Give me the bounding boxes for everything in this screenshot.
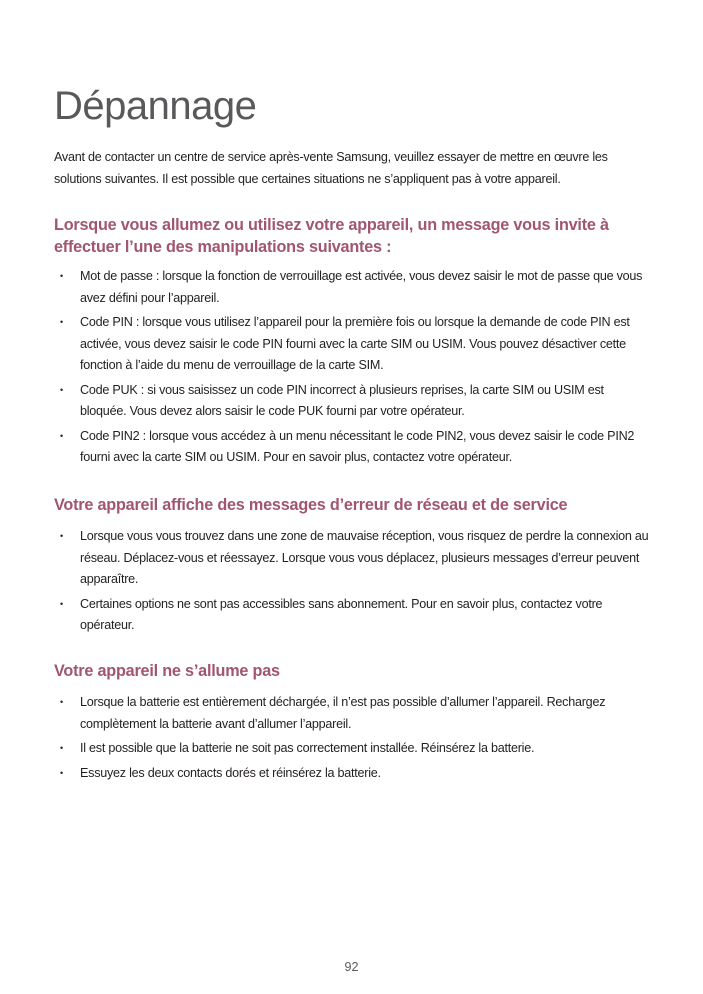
section-network-errors	[54, 494, 652, 640]
bullet-icon: •	[60, 531, 63, 541]
list-item: • Code PUK : si vous saisissez un code PIN incorrect à plusieurs reprises, la carte SIM ou USIM est bloquée. Vous devez alors saisir le code PUK fourni par votre opérateur.	[54, 380, 652, 423]
list-item: • Certaines options ne sont pas accessibles sans abonnement. Pour en savoir plus, contactez votre opérateur.	[54, 594, 652, 637]
page-number: 92	[344, 960, 359, 974]
bullet-icon: •	[60, 317, 63, 327]
bullet-icon: •	[60, 271, 63, 281]
bullet-icon: •	[60, 767, 63, 778]
list-item: • Code PIN2 : lorsque vous accédez à un menu nécessitant le code PIN2, vous devez saisir le code PIN2 fourni avec la carte SIM ou USIM. Pour en savoir plus, contactez votre opérateur.	[54, 426, 652, 469]
intro-paragraph: Avant de contacter un centre de service après-vente Samsung, veuillez essayer de mettre en œuvre les solutions suivantes. Il est possible que certaines situations ne s’appliquent pas à votre appareil.	[54, 150, 608, 186]
bullet-icon: •	[60, 430, 63, 441]
list-item: • Mot de passe : lorsque la fonction de verrouillage est activée, vous devez saisir le mot de passe que vous avez défini pour l’appareil.	[54, 266, 652, 309]
bullet-icon: •	[60, 697, 63, 707]
bullet-icon: •	[60, 598, 63, 609]
list-item: • Lorsque la batterie est entièrement déchargée, il n’est pas possible d’allumer l’appareil. Rechargez complètement la batterie avant d’allumer l’appareil.	[54, 692, 652, 735]
list-item: • Lorsque vous vous trouvez dans une zone de mauvaise réception, vous risquez de perdre la connexion au réseau. Déplacez-vous et réessayez. Lorsque vous vous déplacez, plusieurs messages d’erreur peuvent apparaître.	[54, 526, 652, 591]
bullet-list	[54, 692, 652, 784]
bullet-list	[54, 266, 652, 469]
section-heading: Lorsque vous allumez ou utilisez votre appareil, un message vous invite à effectuer l’une des manipulations suivantes :	[54, 216, 609, 256]
page-title: Dépannage	[54, 84, 257, 128]
list-item: • Essuyez les deux contacts dorés et réinsérez la batterie.	[54, 763, 652, 785]
section-no-power	[54, 660, 652, 787]
list-item: • Il est possible que la batterie ne soit pas correctement installée. Réinsérez la batterie.	[54, 738, 652, 760]
bullet-list	[54, 526, 652, 637]
section-heading: Votre appareil ne s’allume pas	[54, 662, 280, 680]
list-item: • Code PIN : lorsque vous utilisez l’appareil pour la première fois ou lorsque la demande de code PIN est activée, vous devez saisir le code PIN fourni avec la carte SIM ou USIM. Vous pouvez désactiver cette fonction à l’aide du menu de verrouillage de la carte SIM.	[54, 312, 652, 377]
section-heading: Votre appareil affiche des messages d’erreur de réseau et de service	[54, 496, 568, 514]
section-unlock-prompts	[54, 214, 652, 472]
bullet-icon: •	[60, 384, 63, 395]
bullet-icon: •	[60, 743, 63, 753]
